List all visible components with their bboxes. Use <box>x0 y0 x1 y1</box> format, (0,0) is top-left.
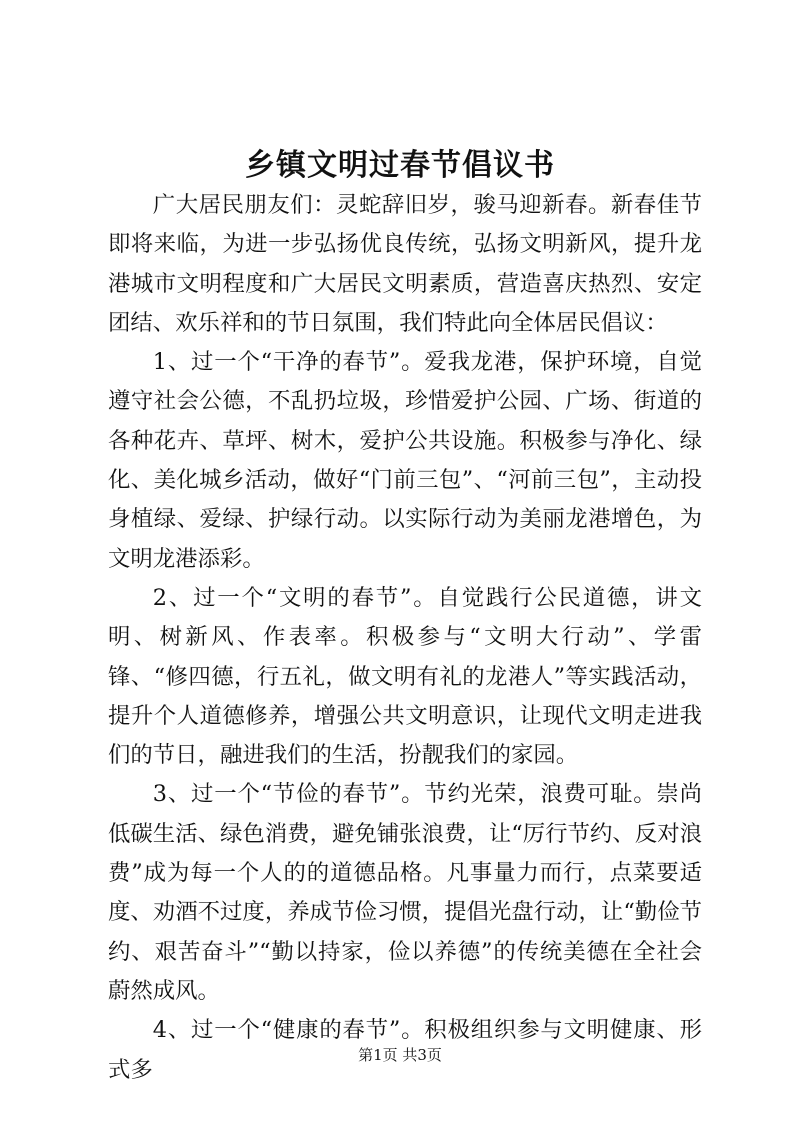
paragraph-greeting: 广大居民朋友们：灵蛇辞旧岁，骏马迎新春。新春佳节即将来临，为进一步弘扬优良传统，弘扬文明新风，提升龙港城市文明程度和广大居民文明素质，营造喜庆热烈、安定团结、欢乐祥和的节日氛围，我们特此向全体居民倡议： <box>108 192 702 336</box>
paragraph-item-4: 4、过一个“健康的春节”。积极组织参与文明健康、形式多 <box>108 1017 702 1083</box>
document-body <box>108 186 702 1090</box>
paragraph-item-2: 2、过一个“文明的春节”。自觉践行公民道德，讲文明、树新风、作表率。积极参与“文明大行动”、学雷锋、“修四德，行五礼，做文明有礼的龙港人”等实践活动，提升个人道德修养，增强公共文明意识，让现代文明走进我们的节日，融进我们的生活，扮靓我们的家园。 <box>108 584 702 769</box>
document-title: 乡镇文明过春节倡议书 <box>245 148 555 183</box>
page-number-footer: 第1页 共3页 <box>358 1046 442 1064</box>
paragraph-item-1: 1、过一个“干净的春节”。爱我龙港，保护环境，自觉遵守社会公德，不乱扔垃圾，珍惜爱护公园、广场、街道的各种花卉、草坪、树木，爱护公共设施。积极参与净化、绿化、美化城乡活动，做好“门前三包”、“河前三包”，主动投身植绿、爱绿、护绿行动。以实际行动为美丽龙港增色，为文明龙港添彩。 <box>108 349 702 572</box>
paragraph-item-3: 3、过一个“节俭的春节”。节约光荣，浪费可耻。崇尚低碳生活、绿色消费，避免铺张浪费，让“厉行节约、反对浪费”成为每一个人的的道德品格。凡事量力而行，点菜要适度、劝酒不过度，养成节俭习惯，提倡光盘行动，让“勤俭节约、艰苦奋斗”“勤以持家，俭以养德”的传统美德在全社会蔚然成风。 <box>108 781 702 1004</box>
